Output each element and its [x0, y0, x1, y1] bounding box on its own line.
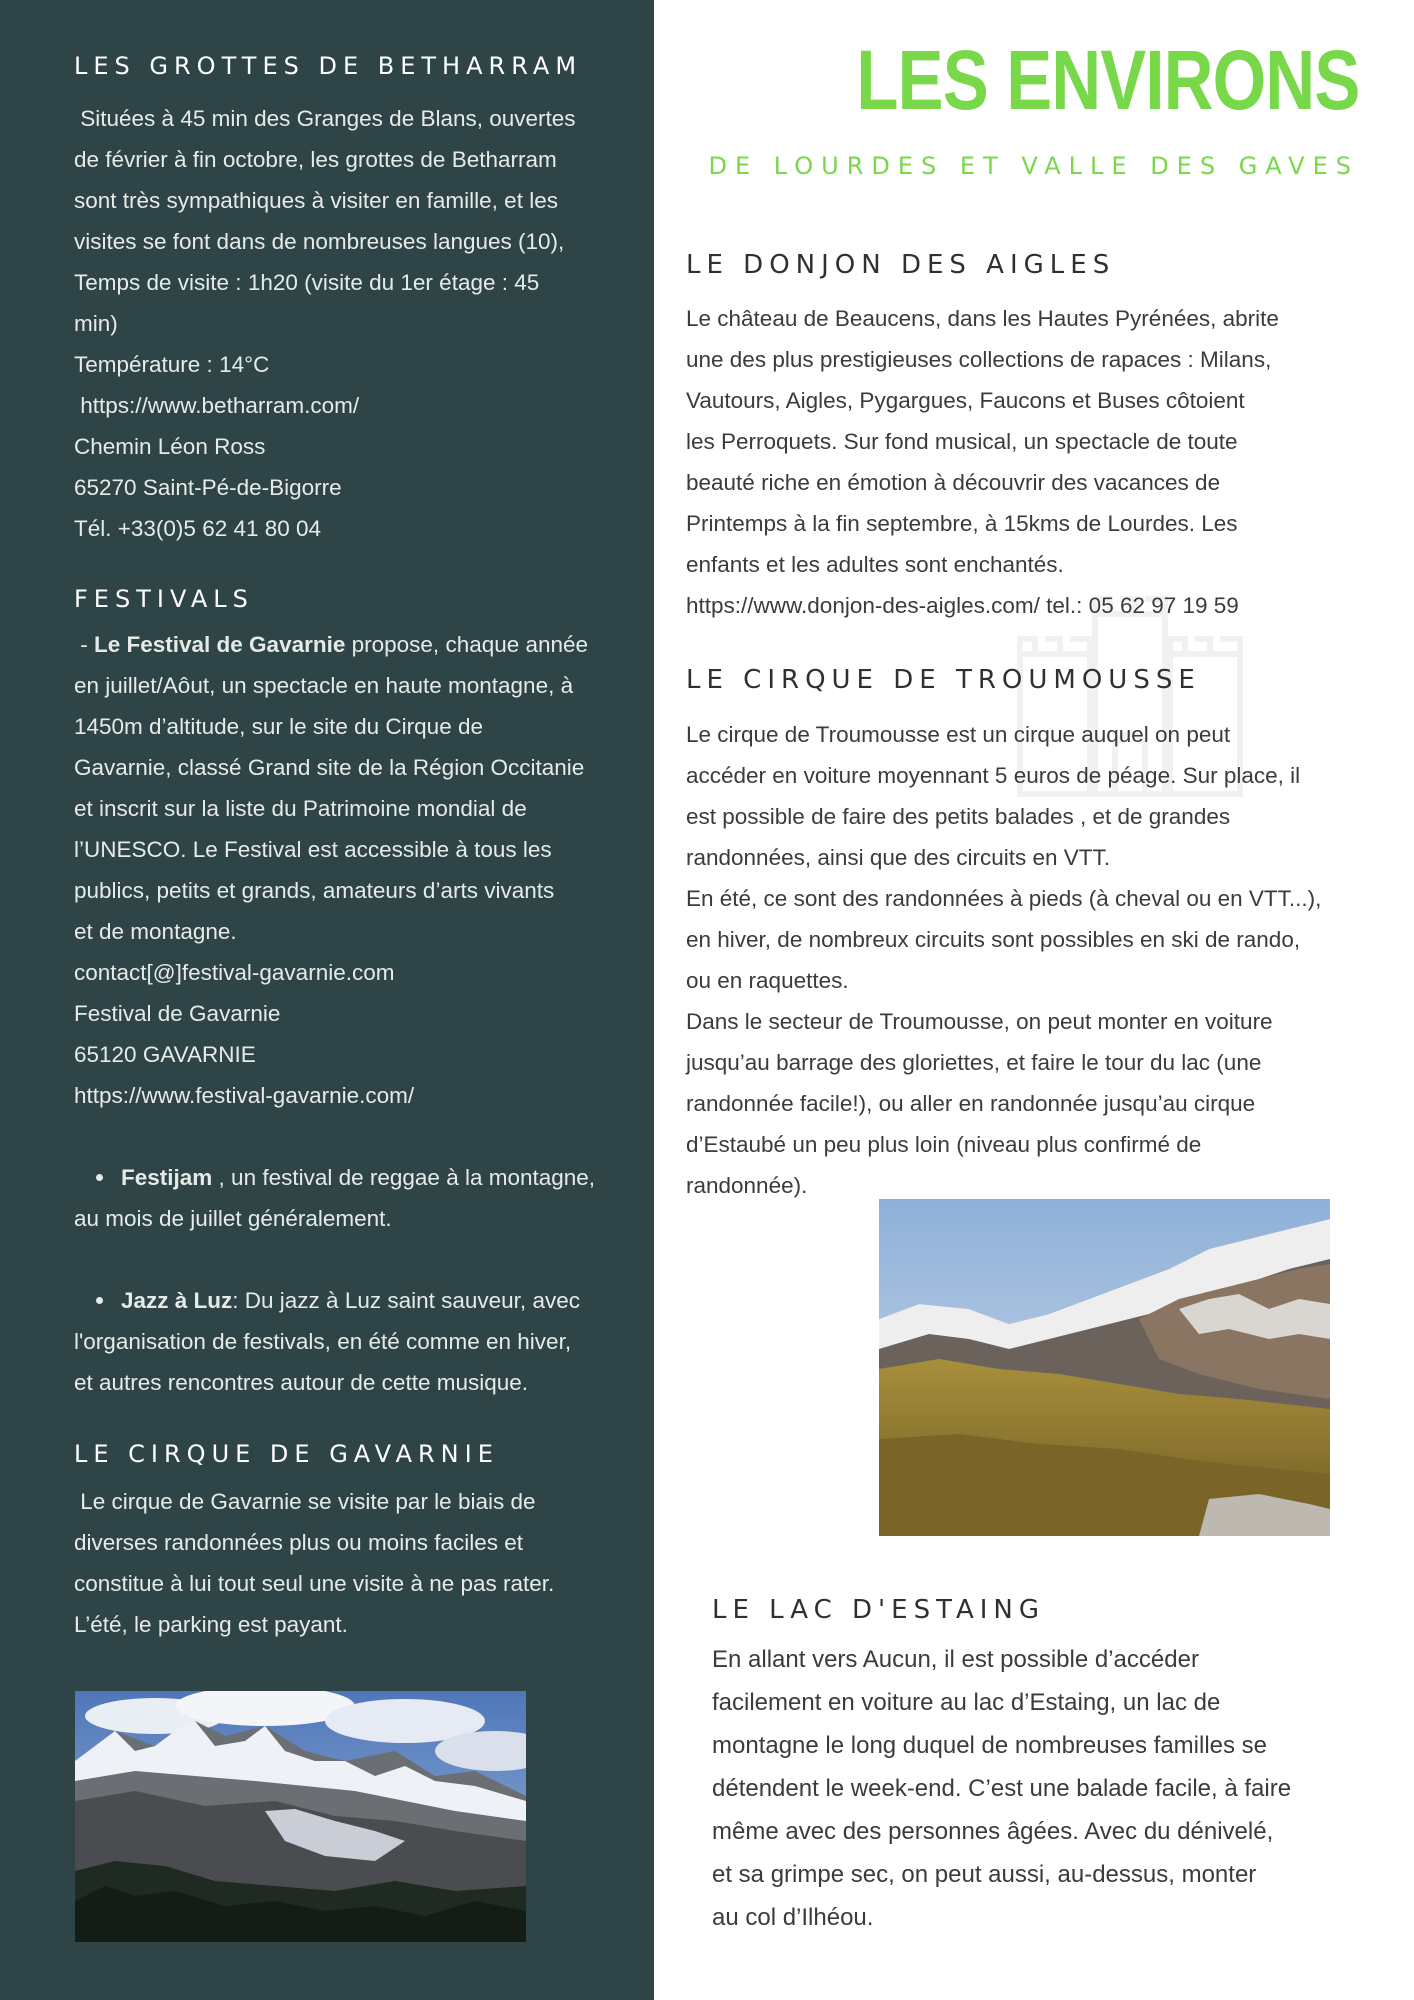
- festivals-heading: FESTIVALS: [74, 585, 254, 613]
- text-line: randonnée facile!), ou aller en randonnée jusqu’au cirque: [686, 1091, 1256, 1116]
- text-line: montagne le long duquel de nombreuses familles se: [712, 1732, 1268, 1759]
- text-line: en hiver, de nombreux circuits sont possibles en ski de rando,: [686, 927, 1301, 952]
- text-line: accéder en voiture moyennant 5 euros de péage. Sur place, il: [686, 763, 1301, 788]
- text-line: L’été, le parking est payant.: [74, 1612, 348, 1637]
- spacer: [74, 1239, 644, 1280]
- festijam-item: [74, 1157, 644, 1198]
- text-fragment: , un festival de reggae à la montagne,: [212, 1165, 596, 1190]
- text-line: facilement en voiture au lac d’Estaing, un lac de: [712, 1689, 1221, 1716]
- text-line: une des plus prestigieuses collections de rapaces : Milans,: [686, 347, 1272, 372]
- text-fragment: propose, chaque année: [345, 632, 589, 657]
- text-line: Température : 14°C: [74, 352, 270, 377]
- text-line: sont très sympathiques à visiter en famille, et les: [74, 188, 558, 213]
- text-line: et autres rencontres autour de cette musique.: [74, 1370, 529, 1395]
- text-line: est possible de faire des petits balades , et de grandes: [686, 804, 1231, 829]
- text-line: 65270 Saint-Pé-de-Bigorre: [74, 475, 342, 500]
- text-line: randonnée).: [686, 1173, 808, 1198]
- right-content: [654, 0, 1414, 2000]
- text-line: l’UNESCO. Le Festival est accessible à tous les: [74, 837, 552, 862]
- text-line: de février à fin octobre, les grottes de Betharram: [74, 147, 557, 172]
- betharram-text: [74, 98, 634, 549]
- text-line: Le cirque de Gavarnie se visite par le biais de: [74, 1489, 536, 1514]
- text-line: et de montagne.: [74, 919, 237, 944]
- estaing-heading: LE LAC D'ESTAING: [712, 1595, 1046, 1625]
- contact-email[interactable]: contact[@]festival-gavarnie.com: [74, 960, 395, 985]
- festivals-text: [74, 624, 644, 1403]
- left-sidebar: [0, 0, 654, 2000]
- text-line: Le cirque de Troumousse est un cirque auquel on peut: [686, 722, 1231, 747]
- text-line: constitue à lui tout seul une visite à ne pas rater.: [74, 1571, 555, 1596]
- page-subtitle: DE LOURDES ET VALLE DES GAVES: [708, 152, 1359, 180]
- text-line: Tél. +33(0)5 62 41 80 04: [74, 516, 322, 541]
- text-fragment: -: [74, 632, 94, 657]
- text-line: Printemps à la fin septembre, à 15kms de Lourdes. Les: [686, 511, 1238, 536]
- festival-gavarnie-name: Le Festival de Gavarnie: [94, 632, 346, 657]
- text-line: Dans le secteur de Troumousse, on peut monter en voiture: [686, 1009, 1273, 1034]
- text-line: Le château de Beaucens, dans les Hautes Pyrénées, abrite: [686, 306, 1279, 331]
- donjon-text: [686, 298, 1396, 626]
- text-line: min): [74, 311, 118, 336]
- gavarnie-heading: LE CIRQUE DE GAVARNIE: [74, 1440, 499, 1468]
- troumousse-heading: LE CIRQUE DE TROUMOUSSE: [686, 665, 1201, 695]
- text-line: Chemin Léon Ross: [74, 434, 266, 459]
- text-line: randonnées, ainsi que des circuits en VTT.: [686, 845, 1110, 870]
- text-line: et inscrit sur la liste du Patrimoine mondial de: [74, 796, 527, 821]
- betharram-link[interactable]: https://www.betharram.com/: [74, 393, 360, 418]
- text-line: en juillet/Aôut, un spectacle en haute montagne, à: [74, 673, 574, 698]
- text-line: Temps de visite : 1h20 (visite du 1er étage : 45: [74, 270, 540, 295]
- text-line: détendent le week-end. C’est une balade facile, à faire: [712, 1775, 1292, 1802]
- text-line: jusqu’au barrage des gloriettes, et faire le tour du lac (une: [686, 1050, 1262, 1075]
- text-line: En été, ce sont des randonnées à pieds (à cheval ou en VTT...),: [686, 886, 1322, 911]
- jazz-name: Jazz à Luz: [121, 1288, 233, 1313]
- gavarnie-text: [74, 1481, 634, 1645]
- mountain-photo-icon: [879, 1199, 1330, 1536]
- text-line: au col d’Ilhéou.: [712, 1904, 874, 1931]
- text-line: 1450m d’altitude, sur le site du Cirque de: [74, 714, 483, 739]
- mountain-photo-icon: [75, 1691, 526, 1942]
- text-line: Vautours, Aigles, Pygargues, Faucons et Buses côtoient: [686, 388, 1245, 413]
- donjon-link[interactable]: https://www.donjon-des-aigles.com/ tel.: 05 62 97 19 59: [686, 593, 1239, 618]
- text-line: au mois de juillet généralement.: [74, 1206, 392, 1231]
- text-line: 65120 GAVARNIE: [74, 1042, 256, 1067]
- text-line: et sa grimpe sec, on peut aussi, au-dessus, monter: [712, 1861, 1257, 1888]
- festijam-name: Festijam: [121, 1165, 213, 1190]
- text-line: ou en raquettes.: [686, 968, 849, 993]
- text-line: diverses randonnées plus ou moins faciles et: [74, 1530, 524, 1555]
- text-line: [74, 624, 644, 665]
- bullet-icon: [96, 1297, 103, 1304]
- text-line: d’Estaubé un peu plus loin (niveau plus confirmé de: [686, 1132, 1202, 1157]
- page-title: LES ENVIRONS: [855, 33, 1359, 127]
- betharram-heading: LES GROTTES DE BETHARRAM: [74, 52, 583, 80]
- text-fragment: : Du jazz à Luz saint sauveur, avec: [232, 1288, 580, 1313]
- troumousse-text: [686, 714, 1401, 1206]
- text-line: Gavarnie, classé Grand site de la Région Occitanie: [74, 755, 585, 780]
- gavarnie-photo: [75, 1691, 526, 1942]
- text-line: Situées à 45 min des Granges de Blans, ouvertes: [74, 106, 576, 131]
- text-line: enfants et les adultes sont enchantés.: [686, 552, 1064, 577]
- text-line: beauté riche en émotion à découvrir des vacances de: [686, 470, 1221, 495]
- text-line: Festival de Gavarnie: [74, 1001, 281, 1026]
- text-line: En allant vers Aucun, il est possible d’accéder: [712, 1646, 1199, 1673]
- text-line: visites se font dans de nombreuses langues (10),: [74, 229, 565, 254]
- text-line: l'organisation de festivals, en été comme en hiver,: [74, 1329, 572, 1354]
- bullet-icon: [96, 1174, 103, 1181]
- jazz-item: [74, 1280, 644, 1321]
- troumousse-photo: [879, 1199, 1330, 1536]
- text-line: publics, petits et grands, amateurs d’arts vivants: [74, 878, 555, 903]
- estaing-text: [712, 1638, 1402, 1939]
- text-line: même avec des personnes âgées. Avec du dénivelé,: [712, 1818, 1274, 1845]
- donjon-heading: LE DONJON DES AIGLES: [686, 250, 1116, 280]
- festival-link[interactable]: https://www.festival-gavarnie.com/: [74, 1083, 415, 1108]
- text-line: les Perroquets. Sur fond musical, un spectacle de toute: [686, 429, 1238, 454]
- spacer: [74, 1116, 644, 1157]
